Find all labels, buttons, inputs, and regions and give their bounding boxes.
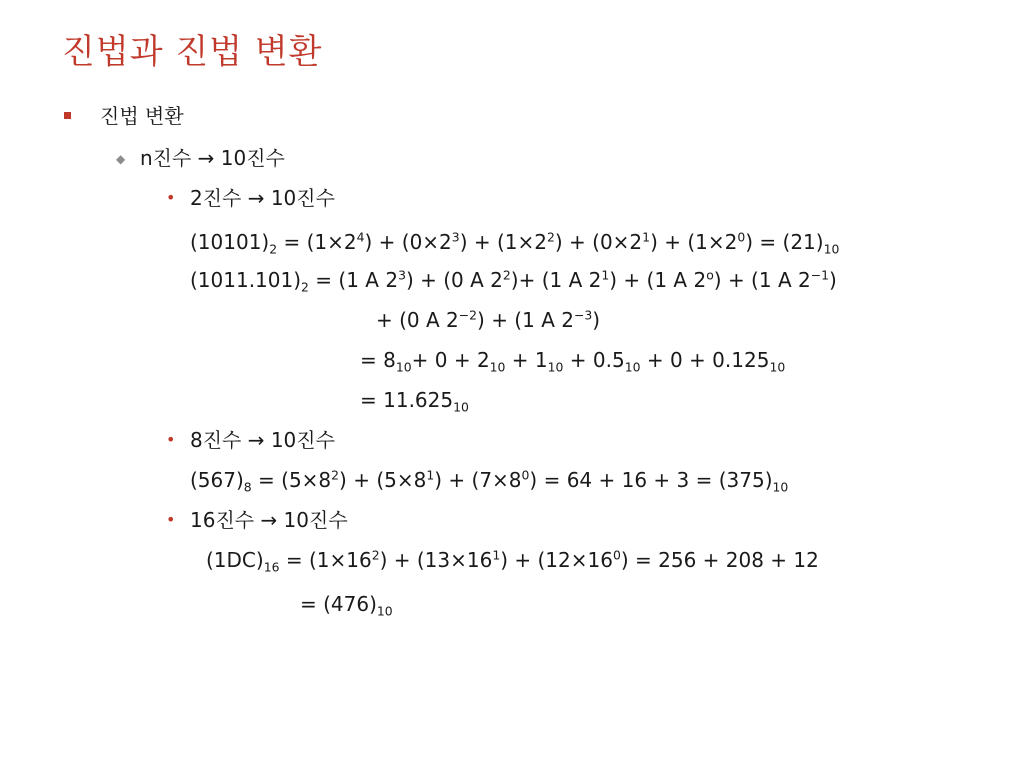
slide-title: 진법과 진법 변환: [62, 32, 323, 72]
dot-bullet-icon: •: [166, 430, 176, 449]
level2-heading: n진수 → 10진수: [140, 146, 285, 170]
equation-binary-sum: = $8_{10}+ 0 + 2_{10} + 1_{10} + 0.5_{10} + 0 + 0.125_{10}$: [360, 348, 786, 375]
diamond-bullet-icon: ◆: [116, 152, 126, 166]
equation-hex: $(1DC)_{16} = (1\times 16^2) + (13\times 16^1) + (12\times 16^0) = 256 + 208 + 12$: [206, 547, 819, 575]
square-bullet-icon: [64, 112, 71, 119]
dot-bullet-icon: •: [166, 188, 176, 207]
equation-hex-result: = $(476)_{10}$: [300, 592, 393, 619]
level1-heading: 진법 변환: [100, 104, 184, 128]
equation-binary-fraction: $(1011.101)_2 = (1$ A $2^3) + (0$ A $2^2)+ (1$ A $2^1) + (1$ A $2^o) + (1$ A $2^{-1}$): [190, 267, 837, 295]
section-heading-octal: 8진수 → 10진수: [190, 428, 335, 452]
dot-bullet-icon: •: [166, 510, 176, 529]
equation-binary-integer: $(10101)_2 = (1\times 2^4) + (0\times 2^3) + (1\times 2^2) + (0\times 2^1) + (1\times 2^0) = (21)_{10}$: [190, 229, 840, 257]
equation-binary-fraction-cont: + (0 A $2^{-2}) + (1$ A $2^{-3}$): [376, 307, 601, 332]
section-heading-hex: 16진수 → 10진수: [190, 508, 348, 532]
equation-octal: $(567)_8 = (5\times 8^2) + (5\times 8^1) + (7\times 8^0) = 64 + 16 + 3 = (375)_{10}$: [190, 467, 789, 495]
section-heading-binary: 2진수 → 10진수: [190, 186, 335, 210]
equation-binary-result: = $11.625_{10}$: [360, 388, 469, 415]
